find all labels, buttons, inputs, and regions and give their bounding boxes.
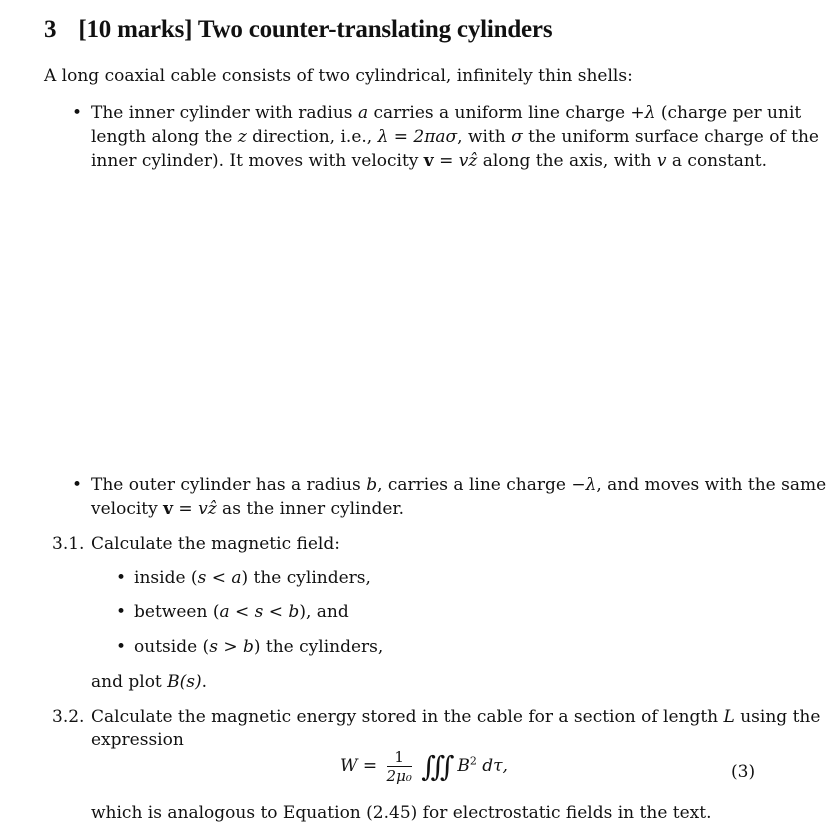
bullet-dot: • (116, 568, 127, 588)
bullet1-line2: length along the z direction, i.e., λ = 2πaσ, with σ the uniform surface charge of the (91, 127, 819, 147)
section-title: [10 marks] Two counter-translating cylinders (78, 16, 553, 43)
sub-item-inside: • inside (s < a) the cylinders, (116, 568, 371, 588)
equation-label: (3) (731, 762, 756, 782)
bullet-dot: • (116, 602, 127, 622)
equation-B: B (457, 756, 470, 776)
bullet-dot: • (72, 475, 83, 495)
section-number: 3 (44, 16, 57, 43)
bullet2-line2: velocity v = vẑ as the inner cylinder. (91, 499, 405, 519)
bullet-text (91, 101, 819, 173)
equation-fraction: $\frac{1}{\text{2μ₀}}$ (386, 748, 412, 785)
plot-instruction: and plot B(s). (91, 672, 208, 692)
sub-item-between: • between (a < s < b), and (116, 602, 349, 622)
equation-power: 2 (469, 754, 477, 768)
energy-equation (340, 748, 508, 785)
bullet2-line1: The outer cylinder has a radius b, carries a line charge −λ, and moves with the same (91, 475, 827, 495)
intro-paragraph: A long coaxial cable consists of two cylindrical, infinitely thin shells: (44, 66, 633, 86)
bullet-dot: • (72, 103, 83, 123)
sub-item-outside: • outside (s > b) the cylinders, (116, 637, 384, 657)
question-3-2-line1: Calculate the magnetic energy stored in the cable for a section of length L using the (91, 707, 821, 727)
bullet1-line3: inner cylinder). It moves with velocity v = vẑ along the axis, with v a constant. (91, 151, 768, 171)
equation-dtau: dτ, (476, 756, 508, 776)
bullet-dot: • (116, 637, 127, 657)
bullet1-line1: The inner cylinder with radius a carries a uniform line charge +λ (charge per unit (91, 103, 802, 123)
bullet-outer-cylinder (72, 473, 827, 521)
equation-note: which is analogous to Equation (2.45) for electrostatic fields in the text. (91, 803, 712, 823)
section-heading (44, 16, 552, 44)
question-3-2-line2: expression (91, 730, 184, 750)
triple-integral-symbol: ∭ (421, 750, 446, 783)
bullet-text (91, 473, 827, 521)
question-3-1-text: Calculate the magnetic field: (91, 534, 340, 554)
question-3-2-number: 3.2. (52, 707, 85, 727)
question-3-1-number: 3.1. (52, 534, 85, 554)
bullet-inner-cylinder (72, 101, 819, 173)
equation-lhs: W = (340, 756, 378, 776)
